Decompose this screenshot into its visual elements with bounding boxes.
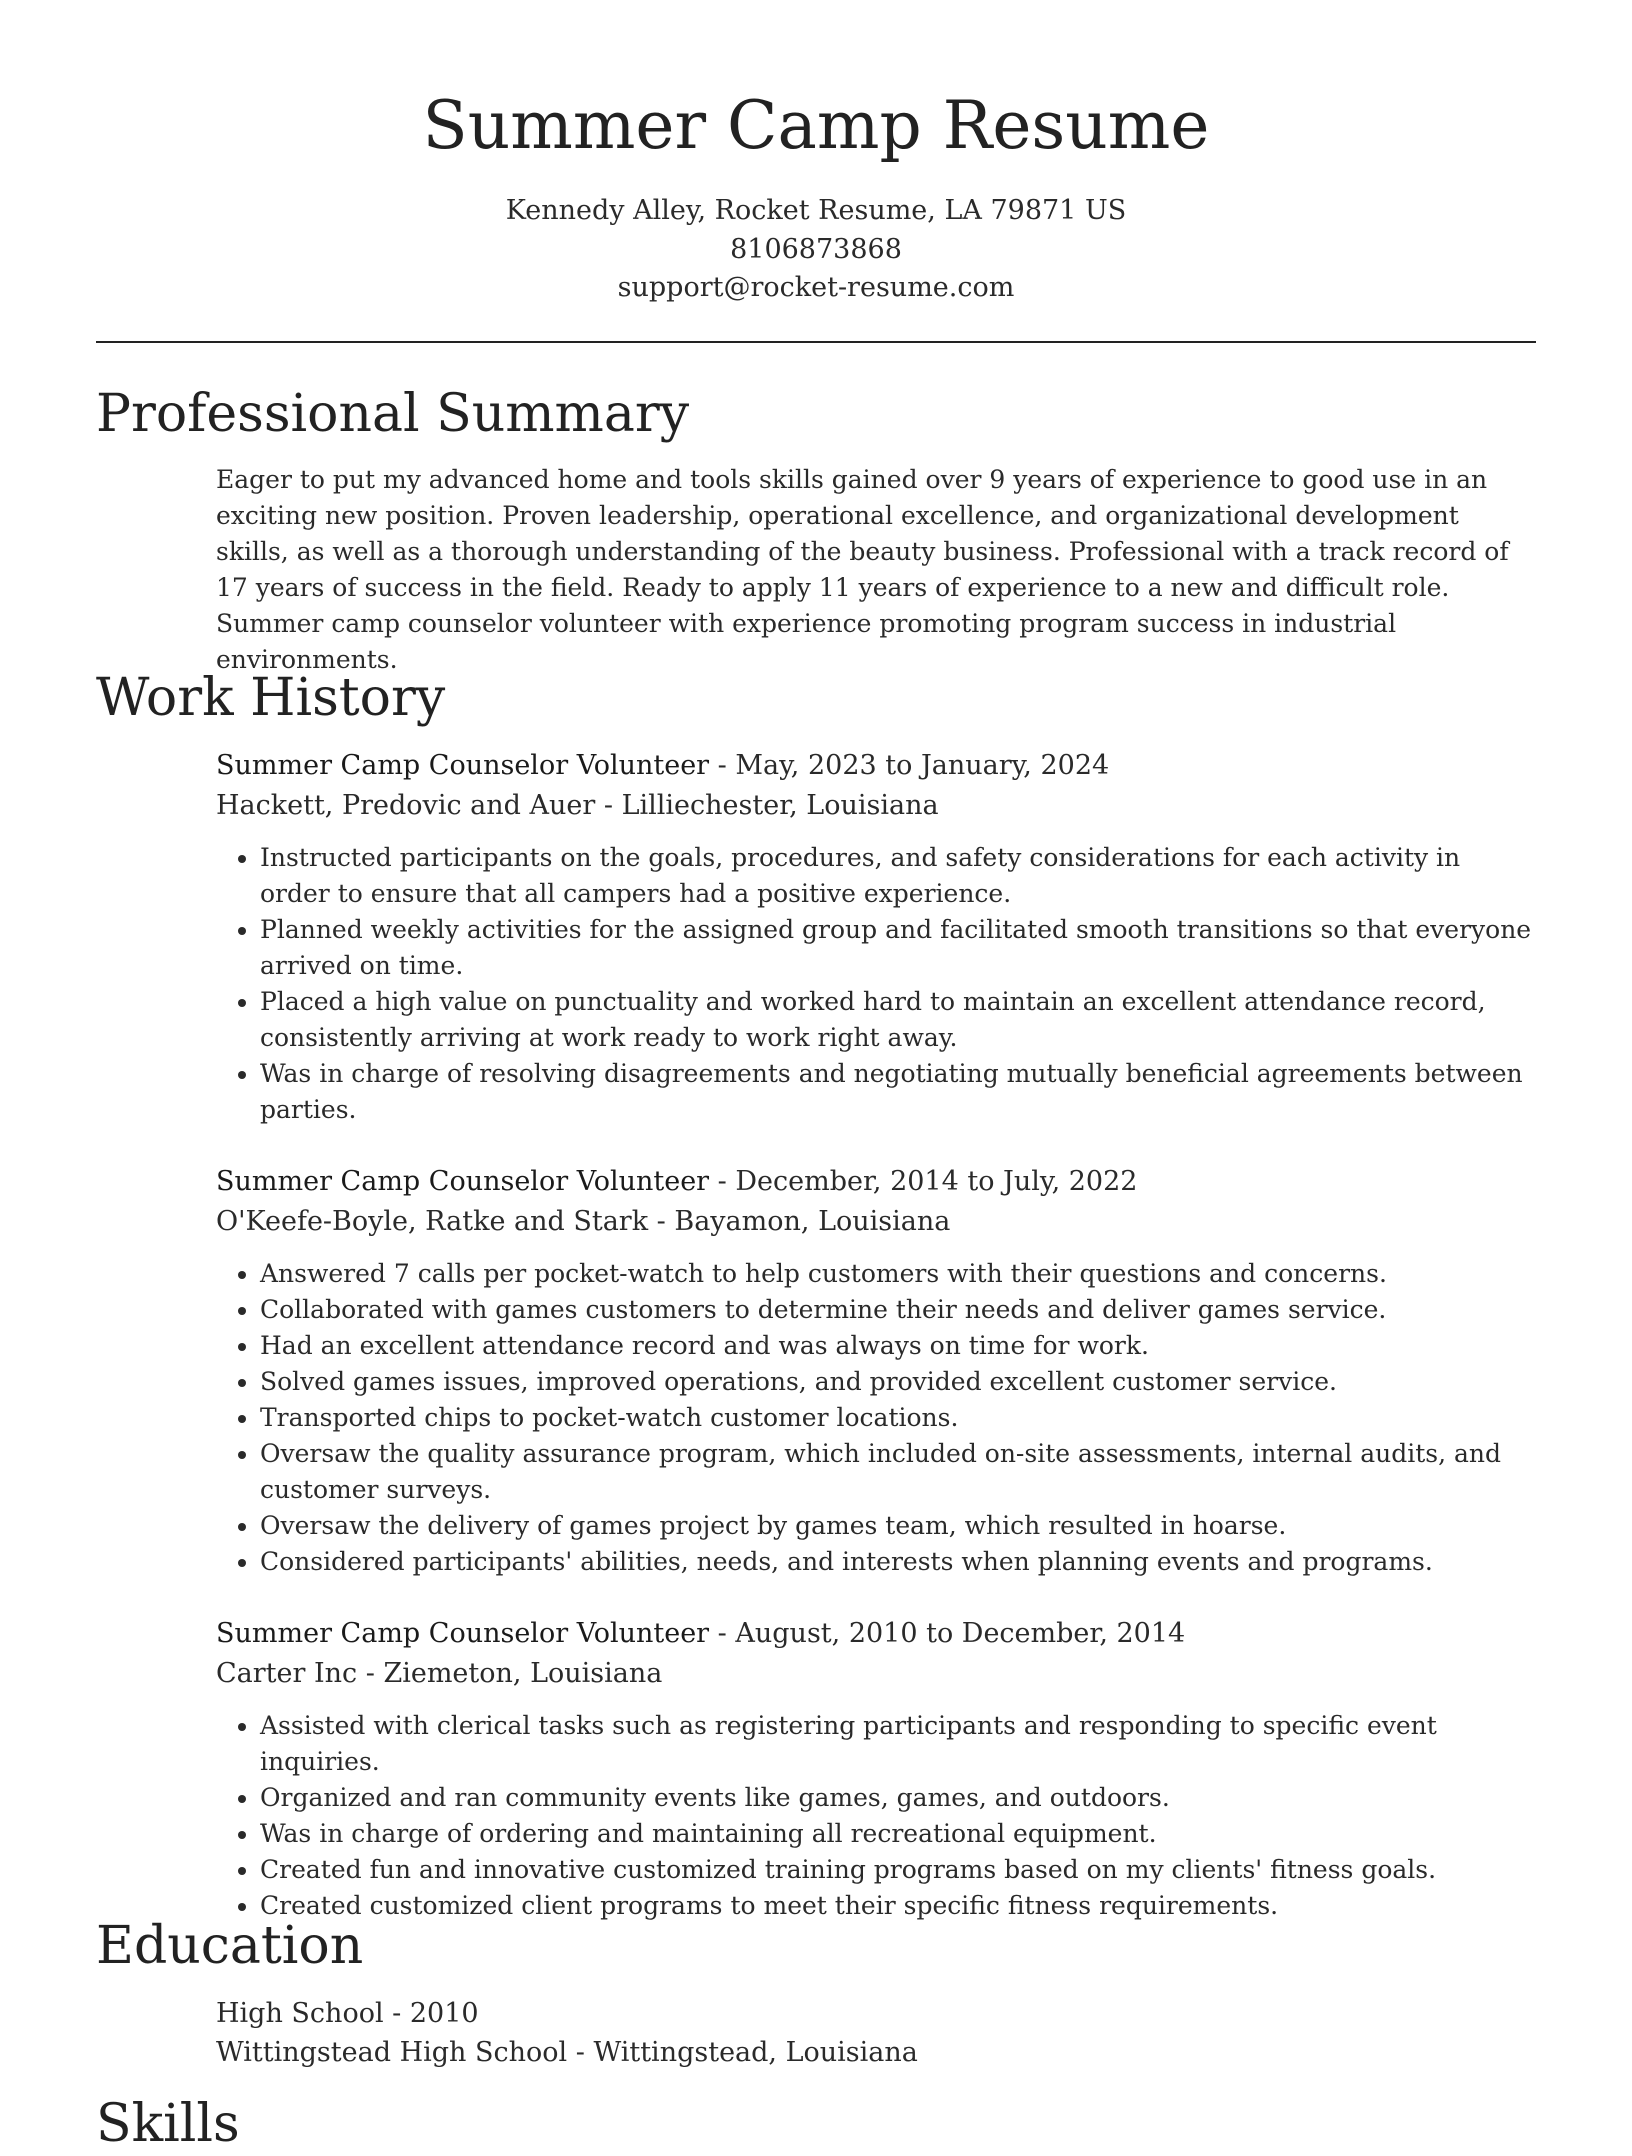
list-item: • Collaborated with games customers to determine their needs and deliver games service. xyxy=(260,1292,1536,1328)
list-item: • Was in charge of ordering and maintaining all recreational equipment. xyxy=(260,1816,1536,1852)
job-dates: - December, 2014 to July, 2022 xyxy=(709,1166,1138,1197)
job-location: - Ziemeton, Louisiana xyxy=(357,1658,663,1689)
list-item: • Oversaw the quality assurance program, which included on-site assessments, internal audits, and customer surveys. xyxy=(260,1436,1536,1508)
list-item: • Considered participants' abilities, needs, and interests when planning events and programs. xyxy=(260,1544,1536,1580)
job-title-line xyxy=(216,1615,1185,1653)
list-item: • Instructed participants on the goals, procedures, and safety considerations for each activity in order to ensure that all campers had a positive experience. xyxy=(260,840,1536,912)
list-item: • Placed a high value on punctuality and worked hard to maintain an excellent attendance record, consistently arriving at work ready to work right away. xyxy=(260,984,1536,1056)
list-item: • Oversaw the delivery of games project by games team, which resulted in hoarse. xyxy=(260,1508,1536,1544)
job-bullets xyxy=(216,840,1536,1128)
list-item: • Solved games issues, improved operations, and provided excellent customer service. xyxy=(260,1364,1536,1400)
job-bullets xyxy=(216,1708,1536,1924)
header-divider xyxy=(96,341,1536,343)
list-item: • Had an excellent attendance record and was always on time for work. xyxy=(260,1328,1536,1364)
list-item: • Created fun and innovative customized training programs based on my clients' fitness goals. xyxy=(260,1852,1536,1888)
job-company-line xyxy=(216,787,939,825)
email: support@rocket-resume.com xyxy=(617,272,1015,303)
address: Kennedy Alley, Rocket Resume, LA 79871 US xyxy=(505,195,1127,226)
list-item: • Planned weekly activities for the assigned group and facilitated smooth transitions so that everyone arrived on time. xyxy=(260,912,1536,984)
job-location: - Lilliechester, Louisiana xyxy=(595,790,939,821)
skills-heading: Skills xyxy=(96,2094,240,2154)
job-location: - Bayamon, Louisiana xyxy=(648,1206,951,1237)
job-company: Hackett, Predovic and Auer xyxy=(216,790,596,821)
summary-heading: Professional Summary xyxy=(96,384,690,444)
job-title-line xyxy=(216,747,1109,785)
job-role: Summer Camp Counselor Volunteer xyxy=(216,1618,710,1649)
job-company-line xyxy=(216,1203,950,1241)
job-role: Summer Camp Counselor Volunteer xyxy=(216,1166,710,1197)
work-history-heading: Work History xyxy=(96,668,446,728)
job-title-line xyxy=(216,1163,1137,1201)
resume-title: Summer Camp Resume xyxy=(422,87,1210,164)
list-item: • Organized and ran community events like games, games, and outdoors. xyxy=(260,1780,1536,1816)
list-item: • Was in charge of resolving disagreements and negotiating mutually beneficial agreements between parties. xyxy=(260,1056,1536,1128)
list-item: • Assisted with clerical tasks such as registering participants and responding to specific event inquiries. xyxy=(260,1708,1536,1780)
list-item: • Transported chips to pocket-watch customer locations. xyxy=(260,1400,1536,1436)
education-heading: Education xyxy=(96,1916,364,1976)
education-degree: High School - 2010 xyxy=(216,1998,479,2029)
job-dates: - August, 2010 to December, 2014 xyxy=(709,1618,1186,1649)
summary-text: Eager to put my advanced home and tools skills gained over 9 years of experience to good use in an exciting new position. Proven leadership, operational excellence, and organizational development skills, as well as a thorough understanding of the beauty business. Professional with a track record of 17 years of success in the field. Ready to apply 11 years of experience to a new and difficult role. Summer camp counselor volunteer with experience promoting program success in industrial environments. xyxy=(216,465,1509,674)
job-company-line xyxy=(216,1655,662,1693)
job-company: O'Keefe-Boyle, Ratke and Stark xyxy=(216,1206,649,1237)
job-dates: - May, 2023 to January, 2024 xyxy=(709,750,1110,781)
list-item: • Answered 7 calls per pocket-watch to help customers with their questions and concerns. xyxy=(260,1256,1536,1292)
job-company: Carter Inc xyxy=(216,1658,358,1689)
list-item: • Created customized client programs to meet their specific fitness requirements. xyxy=(260,1888,1536,1924)
job-role: Summer Camp Counselor Volunteer xyxy=(216,750,710,781)
phone: 8106873868 xyxy=(730,234,902,265)
education-school: Wittingstead High School - Wittingstead, Louisiana xyxy=(216,2037,918,2068)
job-bullets xyxy=(216,1256,1536,1580)
